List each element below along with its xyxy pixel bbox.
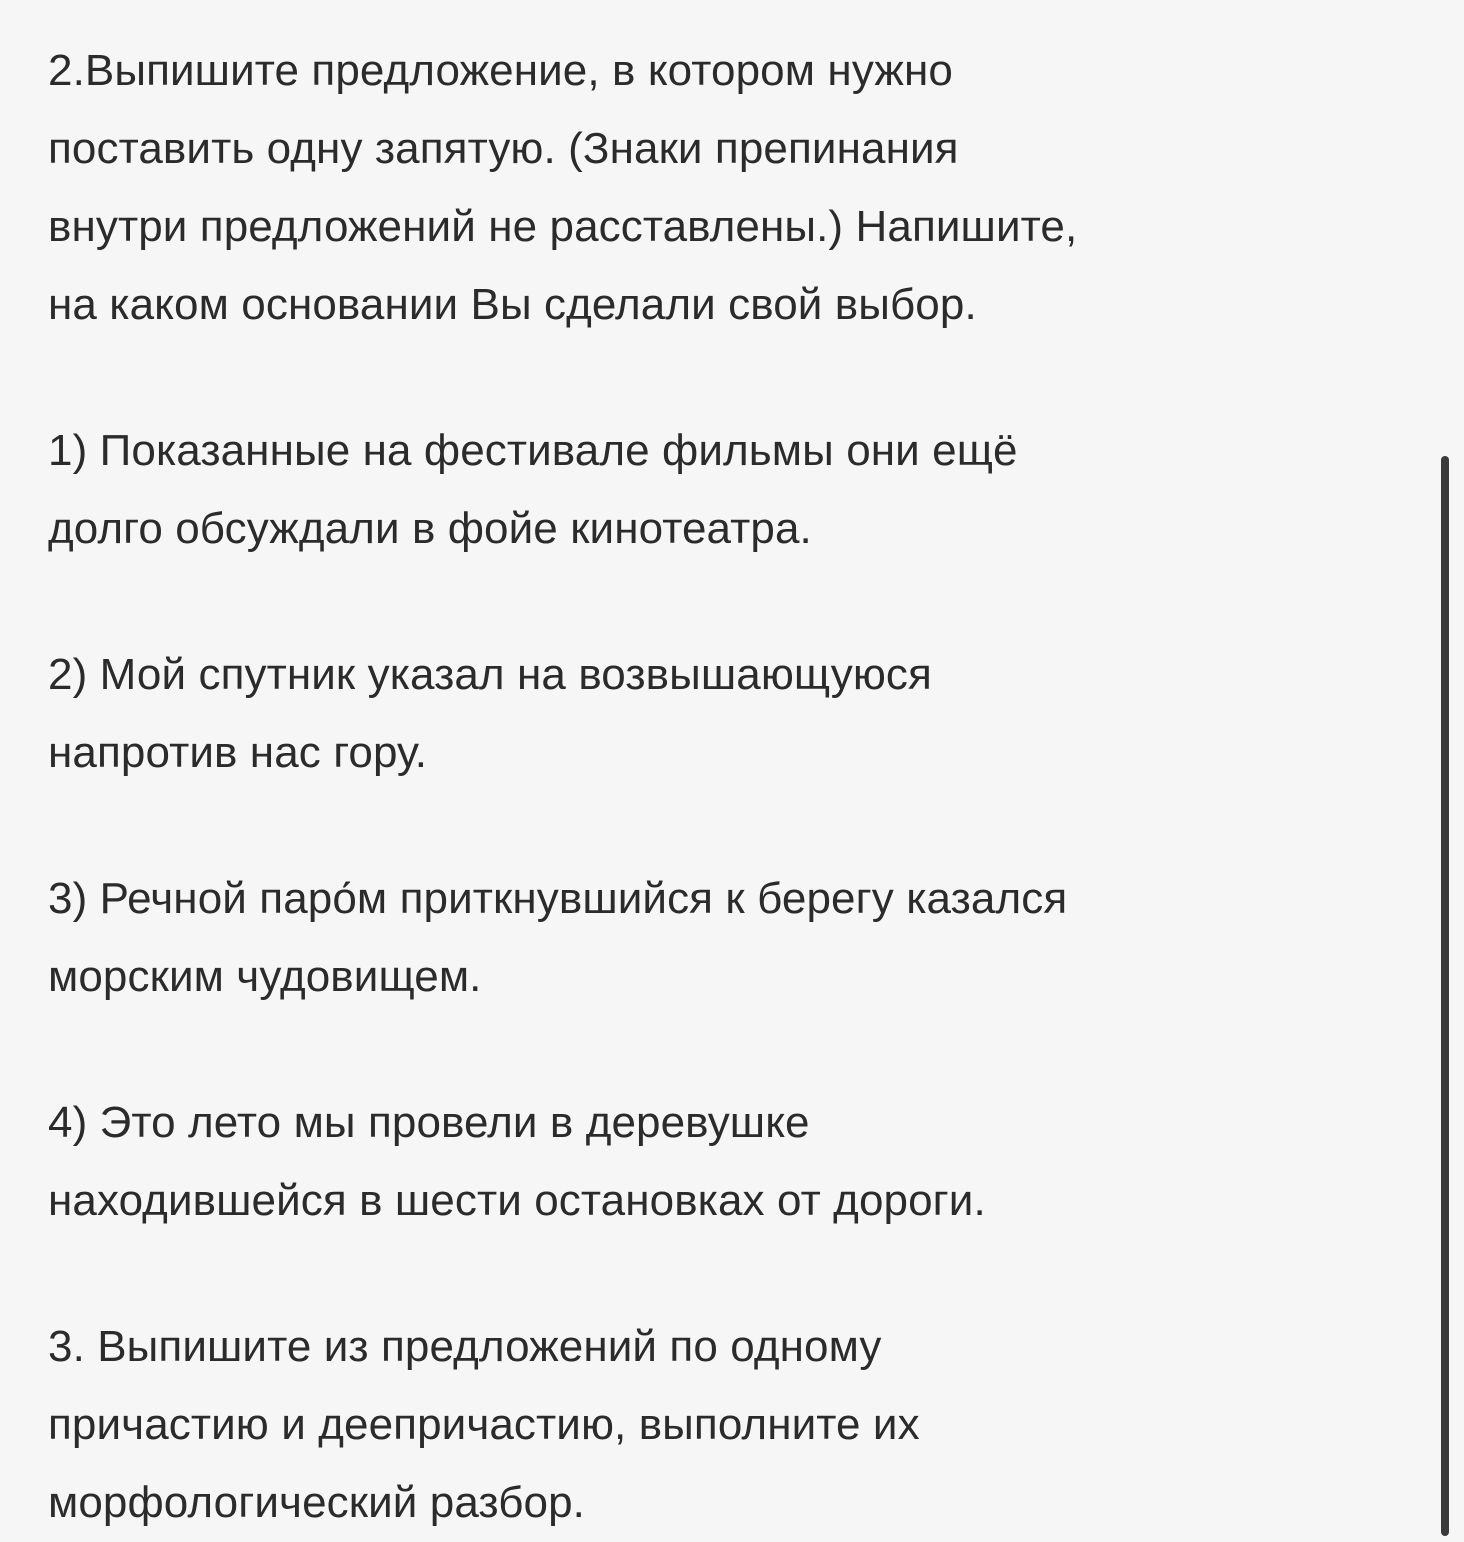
option-1 — [48, 412, 1418, 568]
document-text — [48, 32, 1418, 1542]
text-line: 1) Показанные на фестивале фильмы они ещё — [48, 426, 1018, 475]
text-line: 3) Речной паро́м приткнувшийся к берегу казался — [48, 874, 1068, 923]
text-line: на каком основании Вы сделали свой выбор. — [48, 280, 977, 329]
vertical-scrollbar[interactable] — [1441, 456, 1449, 1536]
text-line: напротив нас гору. — [48, 728, 428, 777]
text-line: внутри предложений не расставлены.) Напишите, — [48, 202, 1078, 251]
option-3 — [48, 860, 1418, 1016]
text-line: 3. Выпишите из предложений по одному — [48, 1322, 882, 1371]
text-line: причастию и деепричастию, выполните их — [48, 1400, 920, 1449]
text-line: 4) Это лето мы провели в деревушке — [48, 1098, 810, 1147]
option-2 — [48, 636, 1418, 792]
text-line: морфологический разбор. — [48, 1478, 585, 1527]
text-line: долго обсуждали в фойе кинотеатра. — [48, 504, 812, 553]
option-4 — [48, 1084, 1418, 1240]
text-line: 2.Выпишите предложение, в котором нужно — [48, 46, 953, 95]
text-line: поставить одну запятую. (Знаки препинания — [48, 124, 959, 173]
text-line: находившейся в шести остановках от дороги. — [48, 1176, 986, 1225]
task-3-prompt — [48, 1308, 1418, 1542]
text-line: 2) Мой спутник указал на возвышающуюся — [48, 650, 932, 699]
text-line: морским чудовищем. — [48, 952, 482, 1001]
task-2-prompt — [48, 32, 1418, 344]
